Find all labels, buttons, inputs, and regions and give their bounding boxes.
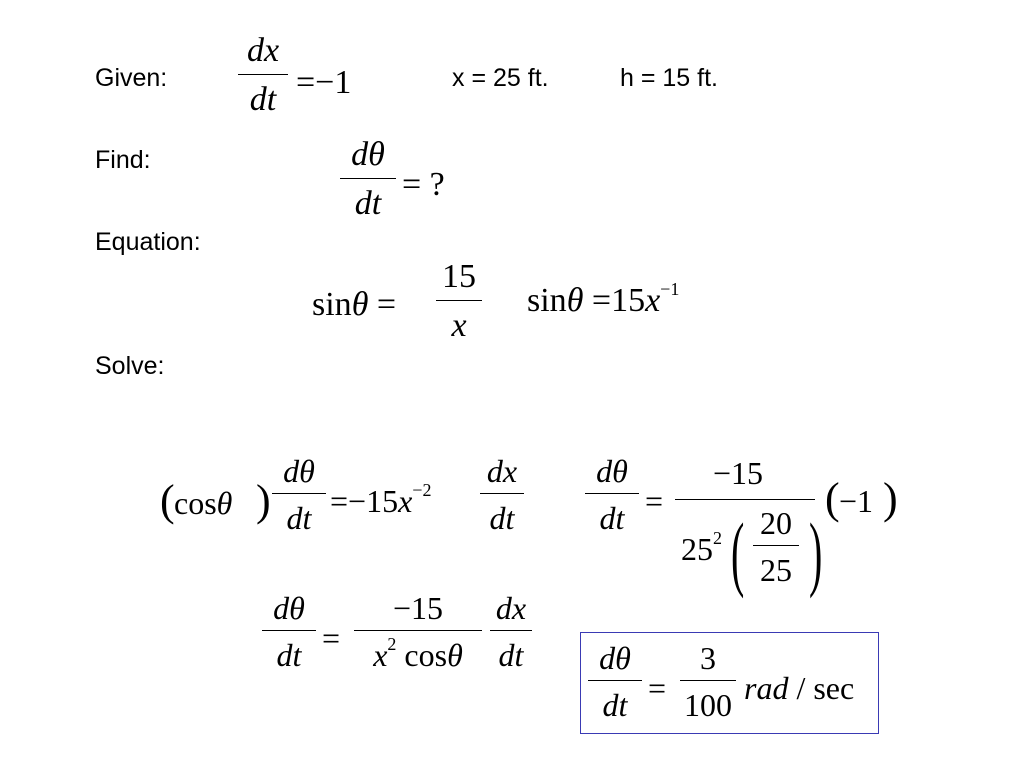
answer-numerator: 3 [700, 640, 716, 676]
given-label: Given: [95, 64, 168, 92]
sine-power-equation: $\sin\theta =15x^{-1}$ [527, 278, 680, 319]
given-x-value: x = 25 ft. [452, 64, 549, 92]
given-h-value: h = 15 ft. [620, 64, 718, 92]
answer-units-rad: rad [744, 670, 789, 706]
equation-label: Equation: [95, 228, 201, 256]
answer-denominator: 100 [684, 687, 732, 723]
find-label: Find: [95, 146, 151, 174]
solve-label: Solve: [95, 352, 165, 380]
answer-units-sec: sec [813, 670, 855, 706]
